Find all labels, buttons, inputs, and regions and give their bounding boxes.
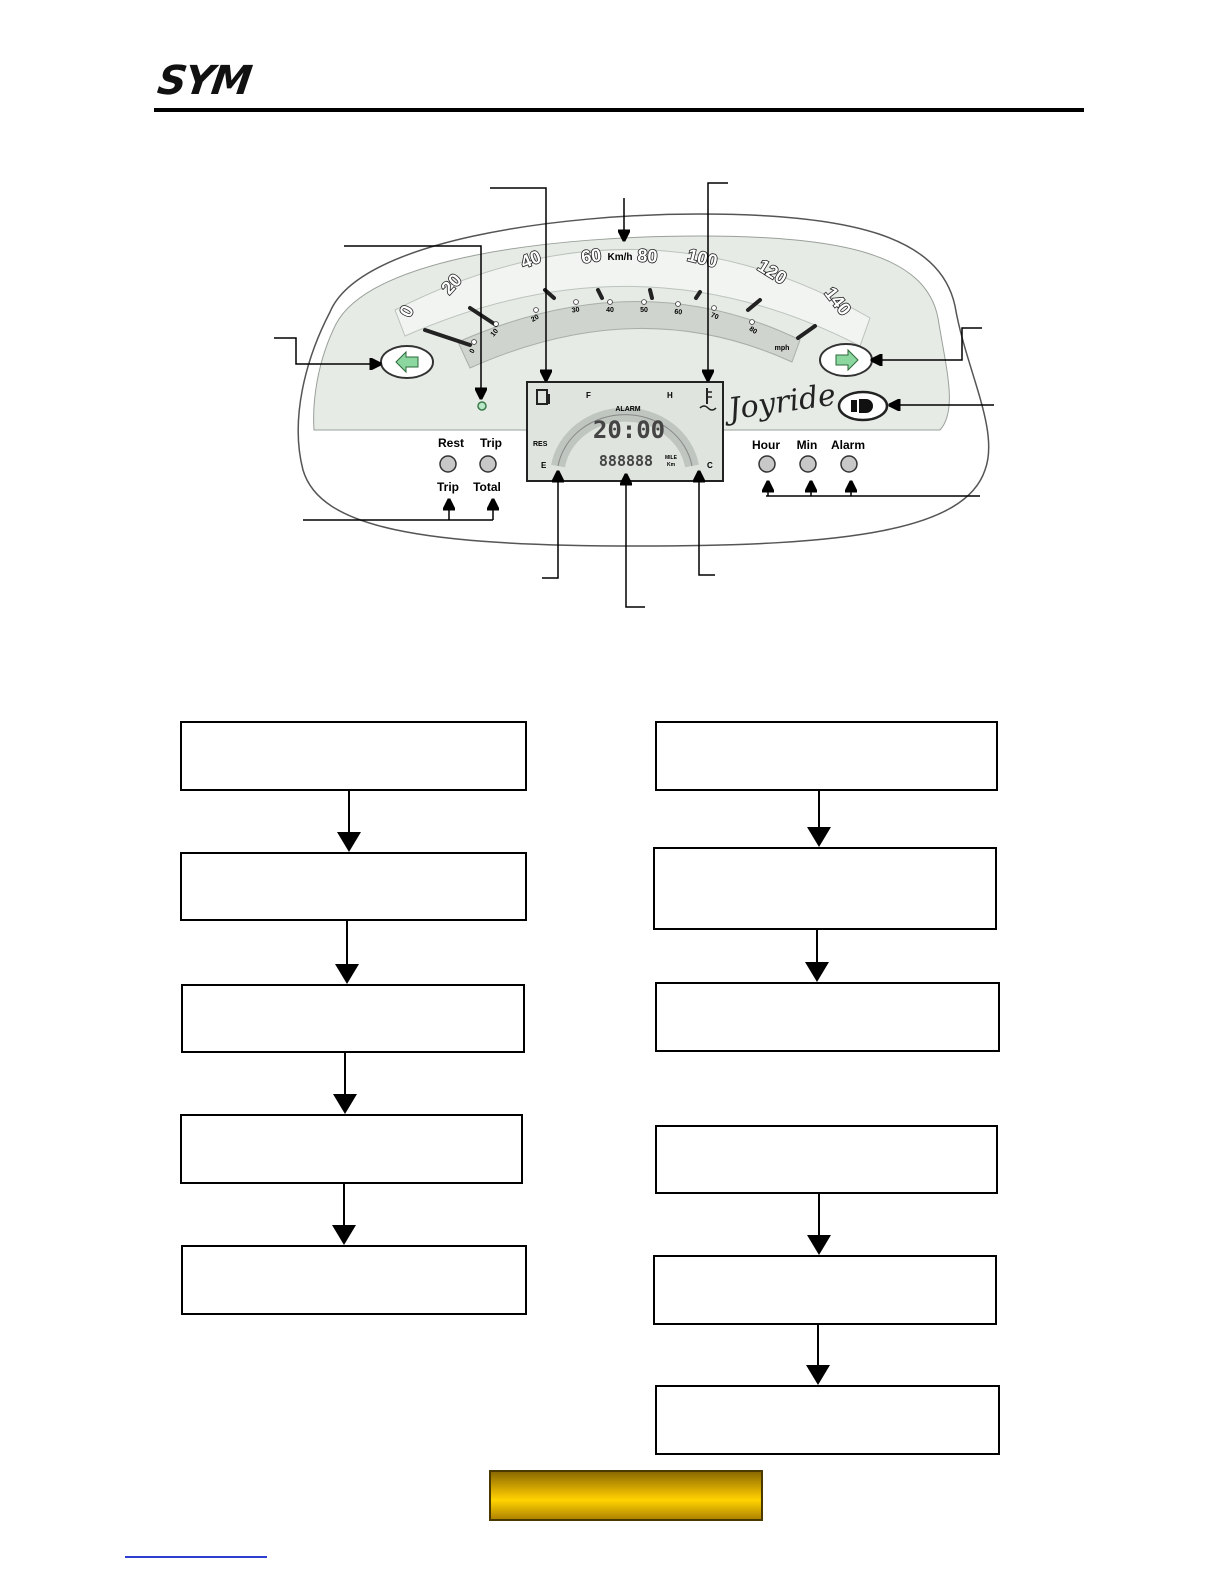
flow-box-right-5 [653,1255,997,1325]
alarm-button[interactable] [841,456,857,472]
mph-tick-label: 70 [709,311,720,322]
mph-tick-dot [534,308,539,313]
mph-tick-label: 10 [489,327,501,339]
instrument-cluster-diagram [0,0,1224,640]
left-turn-signal-icon [381,346,433,378]
right-turn-signal-icon [820,344,872,376]
fuel-full-label: F [586,391,591,400]
rest-trip-top-label: Rest [437,436,465,450]
odometer-readout: 888888 [598,452,654,470]
odometer-unit-top: MILE [665,455,677,461]
mph-tick-label: 60 [673,308,683,317]
min-button[interactable] [800,456,816,472]
kmh-tick-label: 140 [820,283,855,320]
flow-box-left-3 [181,984,525,1053]
kmh-tick-label: 100 [685,244,720,272]
flow-box-left-1 [180,721,527,791]
clock-readout: 20:00 [592,416,666,444]
mph-tick-dot [472,340,477,345]
kmh-tick-bar [650,290,652,298]
temp-cold-label: C [707,461,713,470]
flow-box-right-2 [653,847,997,930]
trip-total-bottom-label: Total [473,480,501,494]
kmh-tick-label: 40 [517,246,544,273]
kmh-tick-label: 80 [636,245,659,267]
flow-box-left-4 [180,1114,523,1184]
flow-box-right-6 [655,1385,1000,1455]
mph-tick-dot [676,302,681,307]
min-button-label: Min [796,438,818,452]
kmh-tick-label: 120 [754,255,791,289]
flow-box-right-4 [655,1125,998,1194]
mph-tick-dot [608,300,613,305]
alarm-button-label: Alarm [830,438,866,452]
alarm-indicator-label: ALARM [615,406,641,413]
flow-box-left-2 [180,852,527,921]
model-script-logo: Joyride [726,377,838,428]
hour-button[interactable] [759,456,775,472]
trip-total-top-label: Trip [479,436,503,450]
mph-tick-dot [642,300,647,305]
odometer-unit-bottom: Km [667,462,676,468]
flow-box-right-1 [655,721,998,791]
mph-tick-dot [574,300,579,305]
fuel-reserve-label: RES [533,441,548,448]
mph-tick-label: 20 [530,313,541,324]
speed-units-label: Km/h [607,252,633,263]
mph-tick-dot [750,320,755,325]
warning-lamp-icon [478,402,486,410]
kmh-tick-label: 60 [579,244,603,268]
mph-tick-label: 30 [571,306,581,315]
flow-box-left-5 [181,1245,527,1315]
mph-tick-label: 80 [747,325,759,336]
flow-box-right-3 [655,982,1000,1052]
footer-link[interactable] [125,1556,267,1558]
hour-button-label: Hour [752,438,780,452]
kmh-tick-label: 0 [395,302,418,321]
mph-units-label: mph [774,345,790,352]
mph-tick-label: 40 [606,307,614,314]
trip-total-button[interactable] [480,456,496,472]
mph-tick-label: 0 [468,347,477,355]
continue-button[interactable] [489,1470,763,1521]
rest-trip-button[interactable] [440,456,456,472]
kmh-tick-label: 20 [437,269,466,299]
mph-tick-dot [494,322,499,327]
mph-tick-label: 50 [640,307,648,314]
rest-trip-bottom-label: Trip [436,480,460,494]
mph-tick-dot [712,306,717,311]
fuel-empty-label: E [541,461,547,470]
sym-logo: SYM [154,58,253,104]
temp-hot-label: H [667,391,673,400]
headlight-icon [839,392,887,420]
